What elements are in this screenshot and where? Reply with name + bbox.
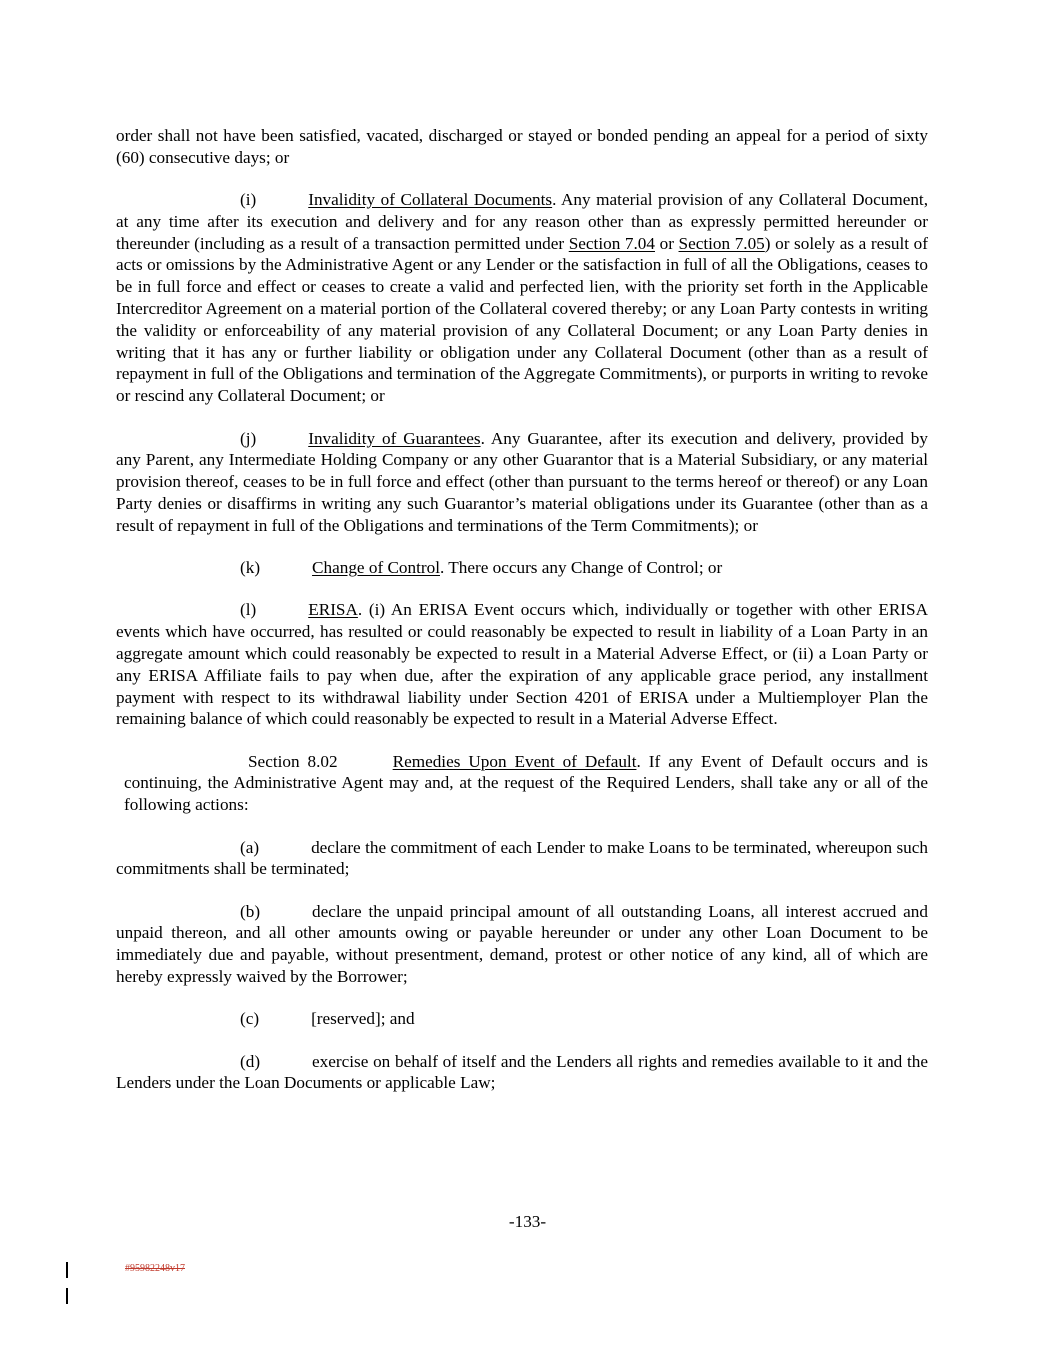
paragraph-b: (b) declare the unpaid principal amount of all outstanding Loans, all interest accrued and unpaid thereon, and all other amounts owing or payable hereunder or under any other Loan Document to be immediately due and payable, without presentment, demand, protest or other notice of any kind, all of which are hereby expressly waived by the Borrower; (116, 901, 928, 986)
change-bar (66, 1288, 68, 1304)
clause-label: (d) (240, 1051, 261, 1071)
paragraph-j: (j) Invalidity of Guarantees. Any Guarantee, after its execution and delivery, provided by any Parent, any Intermediate Holding Company or any other Guarantor that is a Material Subsidiary, or any material provision thereof, ceases to be in full force and effect (other than pursuant to the terms hereof or thereof) or any Loan Party denies or disaffirms in writing any such Guarantor’s material obligations under its Guarantee (other than as a result of repayment in full of the Obligations and terminations of the Term Commitments); or (116, 428, 928, 535)
clause-label: (l) (240, 600, 257, 620)
clause-label: (a) (240, 837, 260, 857)
section-title: Remedies Upon Event of Default (392, 751, 637, 771)
section-8-02: Section 8.02 Remedies Upon Event of Default. If any Event of Default occurs and is continuing, the Administrative Agent may and, at the request of the Required Lenders, shall take any or all of the following actions: (124, 751, 928, 815)
paragraph-k: (k) Change of Control. There occurs any Change of Control; or (240, 558, 723, 578)
change-bar (66, 1262, 68, 1278)
paragraph-i: (i) Invalidity of Collateral Documents. Any material provision of any Collateral Document, at any time after its execution and delivery and for any reason other than as expressly permitted hereunder or thereunder (including as a result of a transaction permitted under Section 7.04 or Section 7.05) or solely as a result of acts or omissions by the Administrative Agent or any Lender or the satisfaction in full of all the Obligations, ceases to be in full force and effect or ceases to create a valid and perfected lien, with the priority set forth in the Applicable Intercreditor Agreement on a material portion of the Collateral covered thereby; or any Loan Party contests in writing the validity or enforceability of any material provision of any Collateral Document; or any Loan Party denies in writing that it has any or further liability or obligation under any Collateral Document (other than as a result of repayment in full of the Obligations and termination of the Aggregate Commitments), or purports in writing to revoke or rescind any Collateral Document; or (116, 190, 928, 406)
section-reference: Section 7.05 (678, 233, 765, 253)
document-page (116, 125, 928, 1115)
clause-label: (b) (240, 901, 261, 921)
paragraph-l: (l) ERISA. (i) An ERISA Event occurs which, individually or together with other ERISA events which have occurred, has resulted or could reasonably be expected to result in liability of a Loan Party in an aggregate amount which could reasonably be expected to result in a Material Adverse Effect, or (ii) a Loan Party or any ERISA Affiliate fails to pay when due, after the expiration of any applicable grace period, any installment payment with respect to its withdrawal liability under Section 4201 of ERISA under a Multiemployer Plan the remaining balance of which could reasonably be expected to result in a Material Adverse Effect. (116, 600, 928, 729)
section-reference: Section 7.04 (568, 233, 655, 253)
paragraph-a: (a) declare the commitment of each Lender to make Loans to be terminated, whereupon such commitments shall be terminated; (116, 837, 928, 879)
paragraph-c: (c) [reserved]; and (240, 1009, 415, 1029)
clause-label: (c) (240, 1009, 260, 1029)
clause-label: (k) (240, 558, 261, 578)
paragraph-d: (d) exercise on behalf of itself and the Lenders all rights and remedies available to it and the Lenders under the Loan Documents or applicable Law; (116, 1051, 928, 1093)
clause-title: Change of Control (312, 558, 440, 578)
paragraph-continuation: order shall not have been satisfied, vacated, discharged or stayed or bonded pending an appeal for a period of sixty (60) consecutive days; or (116, 126, 928, 167)
section-number: Section 8.02 (248, 751, 338, 771)
clause-title: Invalidity of Collateral Documents (308, 190, 553, 210)
clause-label: (i) (240, 190, 257, 210)
clause-label: (j) (240, 428, 257, 448)
page-number: -133- (508, 1212, 547, 1231)
clause-title: Invalidity of Guarantees (308, 428, 481, 448)
clause-title: ERISA (308, 600, 358, 620)
document-id: #95982248v17 (125, 1263, 185, 1274)
